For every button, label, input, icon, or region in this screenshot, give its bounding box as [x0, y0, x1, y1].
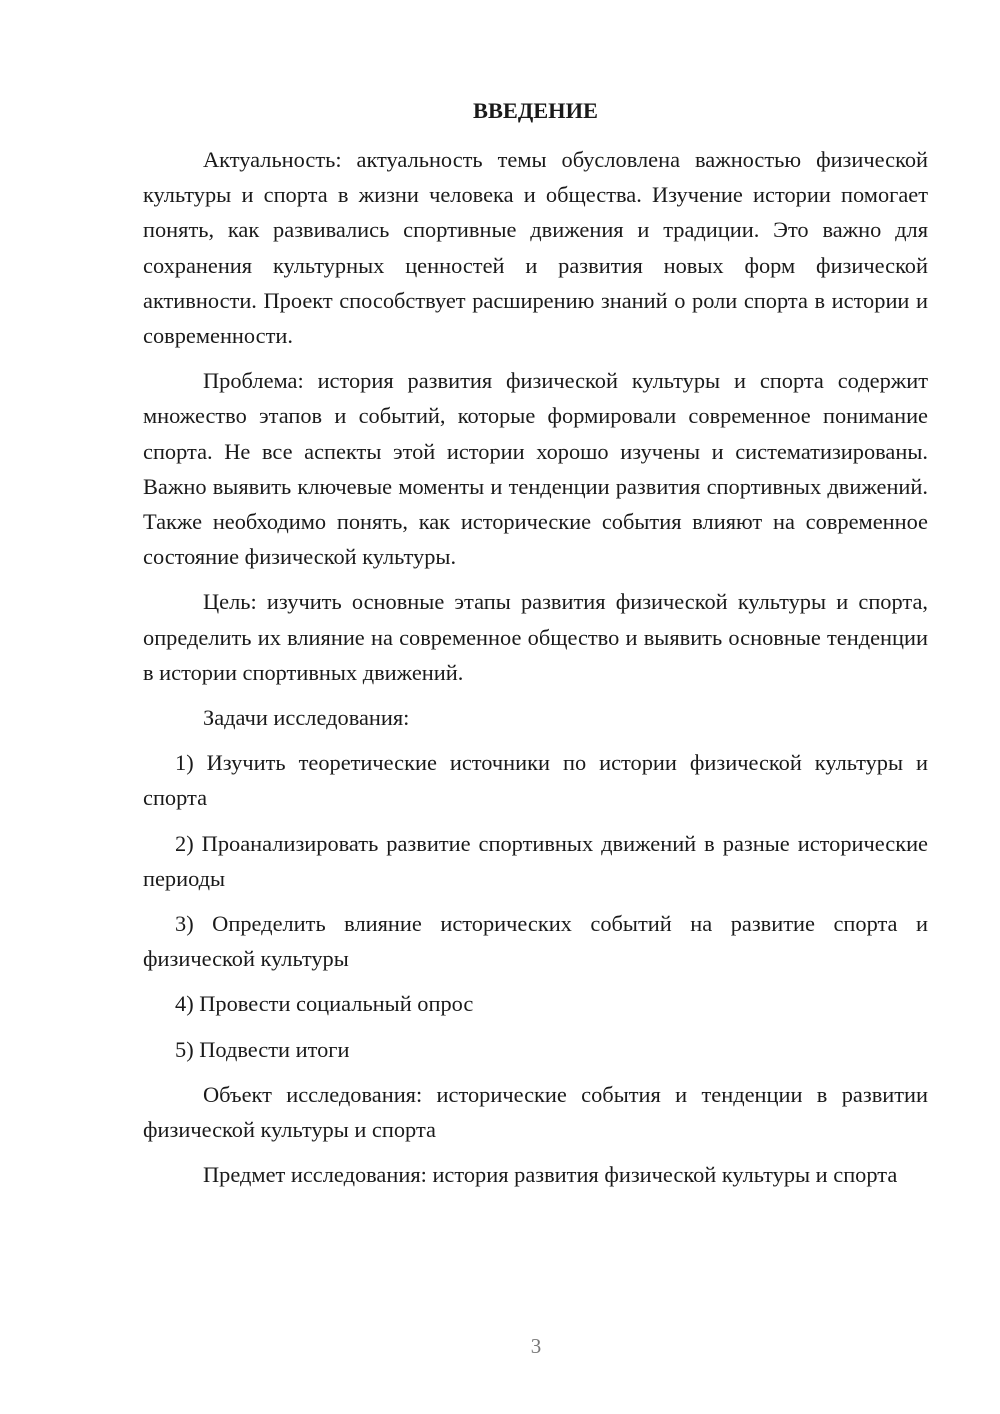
section-title: ВВЕДЕНИЕ: [473, 98, 598, 123]
research-object-paragraph: Объект исследования: исторические события и тенденции в развитии физической культуры и спорта: [143, 1081, 928, 1143]
tasks-heading: Задачи исследования:: [203, 705, 410, 731]
relevance-paragraph: Актуальность: актуальность темы обусловлена важностью физической культуры и спорта в жизни человека и общества. Изучение истории помогает понять, как развивались спортивные движения и традиции. Это важно для сохранения культурных ценностей и развития новых форм физической активности. Проект способствует расширению знаний о роли спорта в истории и современности.: [143, 147, 928, 349]
task-item: 4) Провести социальный опрос: [175, 991, 474, 1017]
research-subject-paragraph: Предмет исследования: история развития физической культуры и спорта: [203, 1162, 898, 1188]
task-item: 5) Подвести итоги: [175, 1036, 350, 1062]
task-item: 1) Изучить теоретические источники по истории физической культуры и спорта: [143, 750, 928, 811]
page-number: 3: [530, 1334, 542, 1358]
document-page: [143, 96, 928, 1202]
problem-paragraph: Проблема: история развития физической культуры и спорта содержит множество этапов и событий, которые формировали современное понимание спорта. Не все аспекты этой истории хорошо изучены и систематизированы. Важно выявить ключевые моменты и тенденции развития спортивных движений. Также необходимо понять, как исторические события влияют на современное состояние физической культуры.: [143, 368, 928, 570]
goal-paragraph: Цель: изучить основные этапы развития физической культуры и спорта, определить их влияние на современное общество и выявить основные тенденции в истории спортивных движений.: [143, 589, 928, 685]
task-item: 2) Проанализировать развитие спортивных движений в разные исторические периоды: [143, 830, 928, 891]
task-item: 3) Определить влияние исторических событий на развитие спорта и физической культуры: [143, 911, 928, 972]
